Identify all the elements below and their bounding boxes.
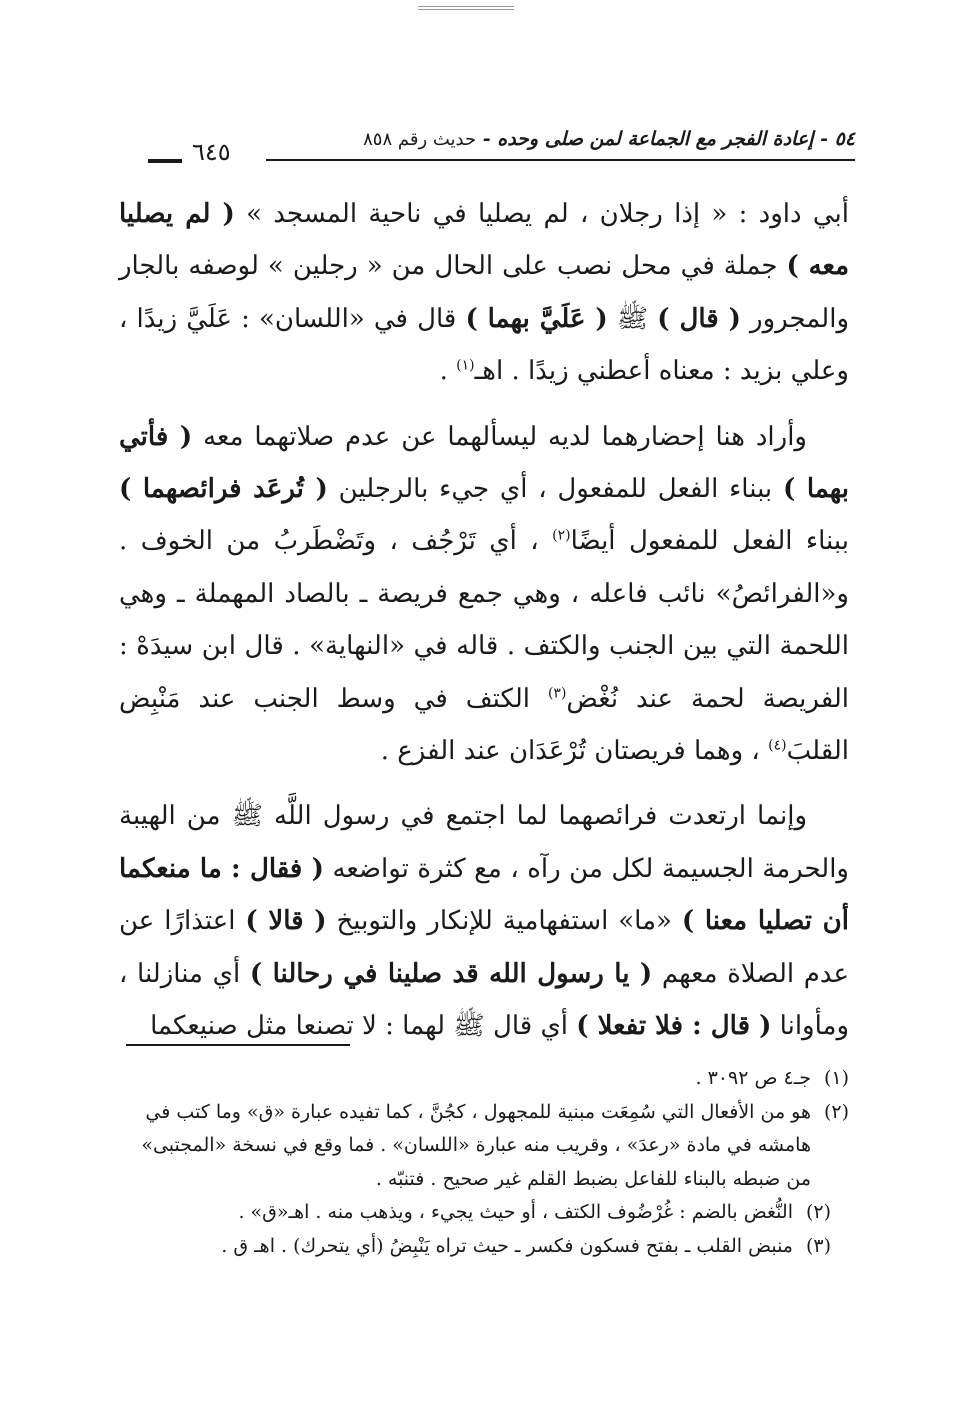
footnote <box>119 1096 849 1197</box>
hadith-number: حديث رقم ٨٥٨ <box>363 129 477 150</box>
footnote <box>119 1230 831 1264</box>
top-edge-rule <box>418 9 514 10</box>
footnotes <box>119 1062 849 1263</box>
footnote-number: (٢) <box>805 1201 831 1223</box>
commentary-text: ، وهما فريصتان تُرْعَدَان عند الفزع . <box>380 736 769 767</box>
paragraph <box>119 411 849 778</box>
chapter-title <box>363 128 855 150</box>
commentary-text: ببناء الفعل للمفعول أيضًا <box>570 526 849 557</box>
header-rule <box>266 159 855 161</box>
footnote-ref: (٢) <box>552 527 571 544</box>
commentary-text: . <box>439 356 457 387</box>
hadith-quote: ( قال : فلا تفعلا ) <box>576 1011 772 1042</box>
hadith-quote: ( تُرعَد فرائصهما ) <box>119 474 328 505</box>
hadith-quote: ( فأتي بهما ) <box>119 421 850 505</box>
top-edge-rule <box>418 6 514 7</box>
hadith-quote: ( عَلَيَّ بهما ) <box>465 303 608 334</box>
hadith-quote: ( قال ) <box>657 303 741 334</box>
commentary-text: الكتف في وسط الجنب عند مَنْبِض القلبَ <box>119 683 849 767</box>
main-text <box>119 188 849 1053</box>
footnote <box>119 1196 831 1230</box>
running-header <box>148 118 855 164</box>
commentary-text: وإنما ارتعدت فرائصهما لما اجتمع في رسول اللَّه ﷺ من الهيبة والحرمة الجسيمة لكل من رآه ، مع كثرة تواضعه <box>119 801 849 884</box>
commentary-text: ببناء الفعل للمفعول ، أي جيء بالرجلين <box>327 474 783 505</box>
footnote-ref: (١) <box>456 357 475 374</box>
paragraph <box>119 188 849 398</box>
chapter-title-text: ٥٤ - إعادة الفجر مع الجماعة لمن صلى وحده - <box>482 128 855 150</box>
hadith-quote: ( لم يصليا معه ) <box>119 199 849 282</box>
commentary-text: أي قال ﷺ لهما : لا تصنعا مثل صنيعكما <box>150 1011 577 1042</box>
footnote-number: (٢) <box>823 1100 849 1123</box>
footnote-text: منبض القلب ـ بفتح فسكون فكسر ـ حيث تراه يَنْبِضُ (أي يتحرك) . اهـ ق . <box>221 1234 793 1257</box>
commentary-text: جملة في محل نصب على الحال من « رجلين » لوصفه بالجار والمجرور <box>119 251 849 334</box>
commentary-text: وأراد هنا إحضارهما لديه ليسألهما عن عدم صلاتهما معه <box>192 421 807 452</box>
footnote-text: النُّغض بالضم : غُرْضُوف الكتف ، أو حيث يجيء ، ويذهب منه . اهـ«ق» . <box>238 1201 793 1223</box>
commentary-text: أبي داود : « إذا رجلان ، لم يصليا في ناحية المسجد » <box>234 199 849 229</box>
page-number: ٦٤٥ <box>192 138 231 166</box>
hadith-quote: ( قالا ) <box>245 906 327 937</box>
paragraph <box>119 790 849 1052</box>
footnote-text: جـ٤ ص ٣٠٩٢ . <box>695 1067 811 1089</box>
commentary-text: اعتذارًا عن عدم الصلاة معهم <box>119 906 850 989</box>
hadith-quote: ( يا رسول الله قد صلينا في رحالنا ) <box>249 958 653 989</box>
footnote-text: هو من الأفعال التي سُمِعَت مبنية للمجهول ، كجُنَّ ، كما تفيده عبارة «ق» وما كتب في هامشه في مادة «رعدَ» ، وقريب منه عبارة «اللسان» . فما وقع في نسخة «المجتبى» من ضبطه بالبناء للفاعل بضبط القلم غير صحيح . فتنبّه . <box>141 1100 811 1190</box>
commentary-text: ﷺ <box>607 303 658 334</box>
commentary-text: قال في «اللسان» : عَلَيَّ زيدًا ، وعلي بزيد : معناه أعطني زيدًا . اهـ <box>119 303 849 387</box>
footnote-ref: (٣) <box>547 685 567 701</box>
footnote-separator <box>126 1044 350 1046</box>
page-number-dash <box>148 159 182 163</box>
hadith-quote: ( فقال : ما منعكما أن تصليا معنا ) <box>119 853 850 937</box>
commentary-text: أي منازلنا ، ومأوانا <box>119 958 849 1042</box>
commentary-text: ، أي تَرْجُف ، وتَضْطَربُ من الخوف . و«الفرائصُ» نائب فاعله ، وهي جمع فريصة ـ بالصاد المهملة ـ وهي اللحمة التي بين الجنب والكتف . قاله في «النهاية» . قال ابن سيدَهْ : الفريصة لحمة عند نُغْض <box>119 526 849 714</box>
footnote-ref: (٤) <box>768 737 787 754</box>
footnote-number: (١) <box>823 1067 849 1089</box>
commentary-text: «ما» استفهامية للإنكار والتوبيخ <box>326 906 682 937</box>
footnote <box>119 1062 849 1096</box>
footnote-number: (٣) <box>805 1234 831 1257</box>
